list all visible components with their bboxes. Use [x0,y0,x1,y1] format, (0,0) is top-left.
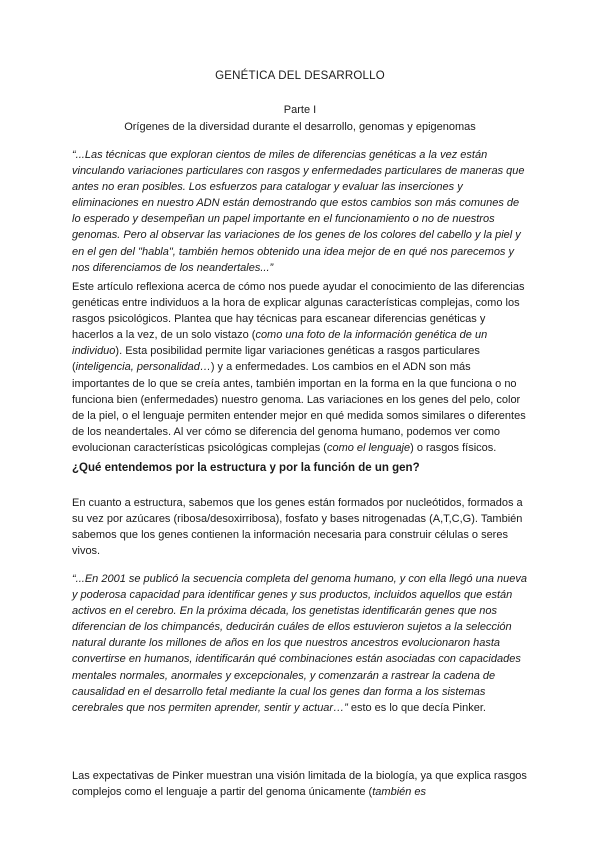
quote2-attribution: esto es lo que decía Pinker. [347,701,486,714]
body-paragraph-1 [72,279,528,456]
quote-paragraph-2 [72,571,528,716]
p3-text-1: Las expectativas de Pinker muestran una visión limitada de la biología, ya que explica rasgos complejos como el lenguaje a partir del genoma únicamente ( [72,770,527,799]
p1-italic-1: como una foto de la información genética de un individuo [72,329,488,358]
quote-paragraph-1: “...Las técnicas que exploran cientos de miles de diferencias genéticas a la vez están vinculando variaciones particulares con rasgos y enfermedades particulares de maneras que antes no eran posibles. Los esfuerzos para catalogar y evaluar las inserciones y eliminaciones en nuestro ADN están demostrando que estos cambios son más comunes de lo esperado y desempeñan un papel importante en el funcionamiento o no de nuestros genomas. Pero al observar las variaciones de los genes de los colores del cabello y la piel y en el gen del "habla", también hemos obtenido una idea mejor de en qué nos parecemos y nos diferenciamos de los neandertales...” [72,149,525,274]
p1-text-3: ) y a enfermedades. Los cambios en el ADN son más importantes de lo que se creía antes, también importan en la forma en la que funciona o no funciona bien (enfermedades) nuestro genoma. Las variaciones en los genes del pelo, color de la piel, o el lenguaje permiten entender mejor en qué medida somos similares o diferentes de los neandertales. Al ver cómo se diferencia del genoma humano, podemos ver como evolucionan características psicológicas complejas ( [72,361,526,454]
section-heading: ¿Qué entendemos por la estructura y por la función de un gen? [72,462,420,474]
p1-italic-3: como el lenguaje [326,441,411,454]
body-paragraph-2: En cuanto a estructura, sabemos que los genes están formados por nucleótidos, formados a su vez por azúcares (ribosa/desoxirribosa), fosfato y bases nitrogenadas (A,T,C,G). También sabemos que los genes contienen la información necesaria para construir células o seres vivos. [72,497,523,558]
document-subtitle: Orígenes de la diversidad durante el desarrollo, genomas y epigenomas [124,121,476,133]
part-label: Parte I [283,104,317,116]
document-title: GENÉTICA DEL DESARROLLO [215,70,385,82]
p1-text-4: ) o rasgos físicos. [410,441,497,454]
p1-italic-2: inteligencia, personalidad… [75,361,211,374]
p1-text-2: ). Esta posibilidad permite ligar variaciones genéticas a rasgos particulares ( [72,345,480,374]
quote2-italic: “...En 2001 se publicó la secuencia completa del genoma humano, y con ella llegó una nueva y poderosa capacidad para identificar genes y sus productos, incluidos aquellos que están activos en el cerebro. En la próxima década, los genetistas identificarán genes que nos diferencian de los chimpancés, deducirán cuáles de ellos estuvieron sujetos a la selección natural durante los millones de años en los que nuestros ancestros evolucionaron hasta convertirse en humanos, identificarán qué combinaciones están asociadas con capacidades mentales normales, anormales y excepcionales, y comenzarán a rastrear la cadena de causalidad en el desarrollo fetal mediante la cual los genes dan forma a los sistemas cerebrales que nos permiten aprender, sentir y actuar…” [72,573,527,714]
p1-text-1: Este artículo reflexiona acerca de cómo nos puede ayudar el conocimiento de las diferencias genéticas entre individuos a la hora de explicar algunas características complejas, como los rasgos psicológicos. Plantea que hay técnicas para escanear diferencias genéticas y hacerlos a la vez, de un solo vistazo ( [72,281,525,342]
body-paragraph-3 [72,768,528,800]
p3-italic-1: también es [372,786,427,799]
